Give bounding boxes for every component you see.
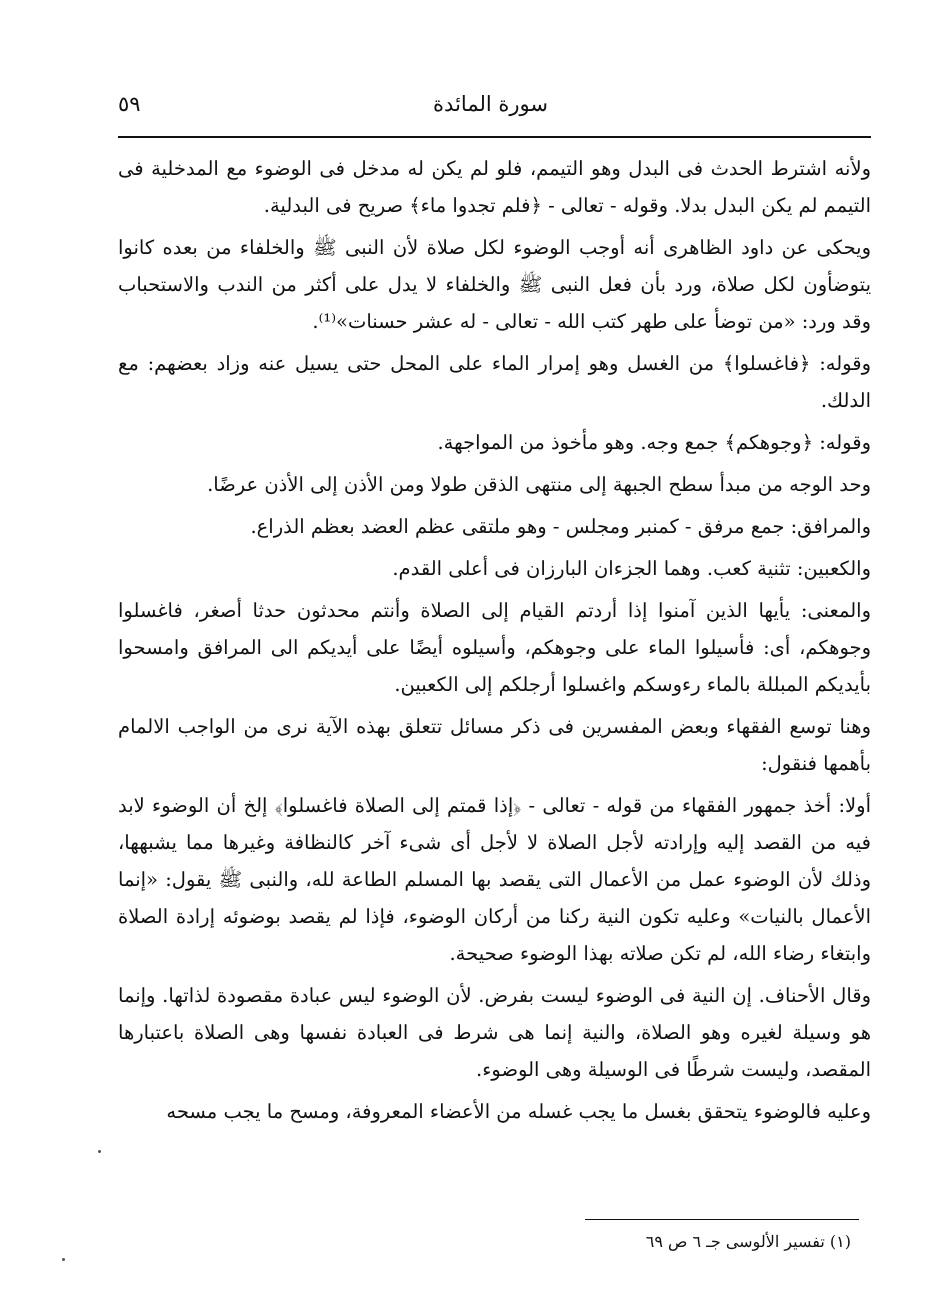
paragraph: والمرافق: جمع مرفق - كمنبر ومجلس - وهو ملتقى عظم العضد بعظم الذراع.: [250, 515, 871, 538]
surah-title: سورة المائدة: [433, 92, 548, 116]
paragraph: وعليه فالوضوء يتحقق بغسل ما يجب غسله من الأعضاء المعروفة، ومسح ما يجب مسحه: [166, 1100, 871, 1123]
paragraph: ولأنه اشترط الحدث فى البدل وهو التيمم، فلو لم يكن له مدخل فى الوضوء مع المدخلية فى التيمم لم يكن البدل بدلا. وقوله - تعالى - ﴿فلم تجدوا ماء﴾ صريح فى البدلية.: [118, 157, 871, 217]
paragraph: والكعبين: تثنية كعب. وهما الجزءان البارزان فى أعلى القدم.: [392, 557, 871, 580]
paragraph: وحد الوجه من مبدأ سطح الجبهة إلى منتهى الذقن طولا ومن الأذن إلى الأذن عرضًا.: [207, 473, 871, 496]
paragraph: ويحكى عن داود الظاهرى أنه أوجب الوضوء لكل صلاة لأن النبى ﷺ والخلفاء من بعده كانوا يتوضأون لكل صلاة، ورد بأن فعل النبى ﷺ والخلفاء لا يدل على أكثر من الندب والاستحباب وقد ورد: «من توضأ على طهر كتب الله - تعالى - له عشر حسنات»⁽¹⁾.: [118, 236, 871, 333]
header-rule: [118, 136, 871, 138]
running-head: [118, 92, 863, 130]
footnote-rule: [585, 1219, 859, 1220]
body-text: [118, 150, 871, 1135]
paragraph: وقوله: ﴿وجوهكم﴾ جمع وجه. وهو مأخوذ من المواجهة.: [437, 431, 871, 454]
paragraph: أولا: أخذ جمهور الفقهاء من قوله - تعالى - ﴿إذا قمتم إلى الصلاة فاغسلوا﴾ إلخ أن الوضوء لابد فيه من القصد إليه وإرادته لأجل الصلاة لا لأجل أى شىء آخر كالنظافة وغيرها مما يشبهها، وذلك لأن الوضوء عمل من الأعمال التى يقصد بها المسلم الطاعة لله، والنبى ﷺ يقول: «إنما الأعمال بالنيات» وعليه تكون النية ركنا من أركان الوضوء، فإذا لم يقصد بوضوئه إرادة الصلاة وابتغاء رضاء الله، لم تكن صلاته بهذا الوضوء صحيحة.: [118, 794, 871, 965]
paragraph: وهنا توسع الفقهاء وبعض المفسرين فى ذكر مسائل تتعلق بهذه الآية نرى من الواجب الالمام بأهمها فنقول:: [118, 715, 871, 775]
scan-speck: [98, 1150, 101, 1153]
scan-speck: [62, 1258, 65, 1261]
page-number: ٥٩: [118, 92, 141, 116]
paragraph: وقال الأحناف. إن النية فى الوضوء ليست بفرض. لأن الوضوء ليس عبادة مقصودة لذاتها. وإنما هو وسيلة لغيره وهو الصلاة، والنية إنما هى شرط فى العبادة نفسها وهى الصلاة باعتبارها المقصد، وليست شرطًا فى الوسيلة وهى الوضوء.: [118, 984, 871, 1081]
paragraph: والمعنى: يأيها الذين آمنوا إذا أردتم القيام إلى الصلاة وأنتم محدثون حدثا أصغر، فاغسلوا وجوهكم، أى: فأسيلوا الماء على وجوهكم، وأسيلوه أيضًا على أيديكم الى المرافق وامسحوا بأيديكم المبللة بالماء رءوسكم واغسلوا أرجلكم إلى الكعبين.: [118, 599, 871, 696]
footnote: (١) تفسير الألوسى جـ ٦ ص ٦٩: [645, 1232, 851, 1251]
paragraph: وقوله: ﴿فاغسلوا﴾ من الغسل وهو إمرار الماء على المحل حتى يسيل عنه وزاد بعضهم: مع الدلك.: [118, 352, 871, 412]
